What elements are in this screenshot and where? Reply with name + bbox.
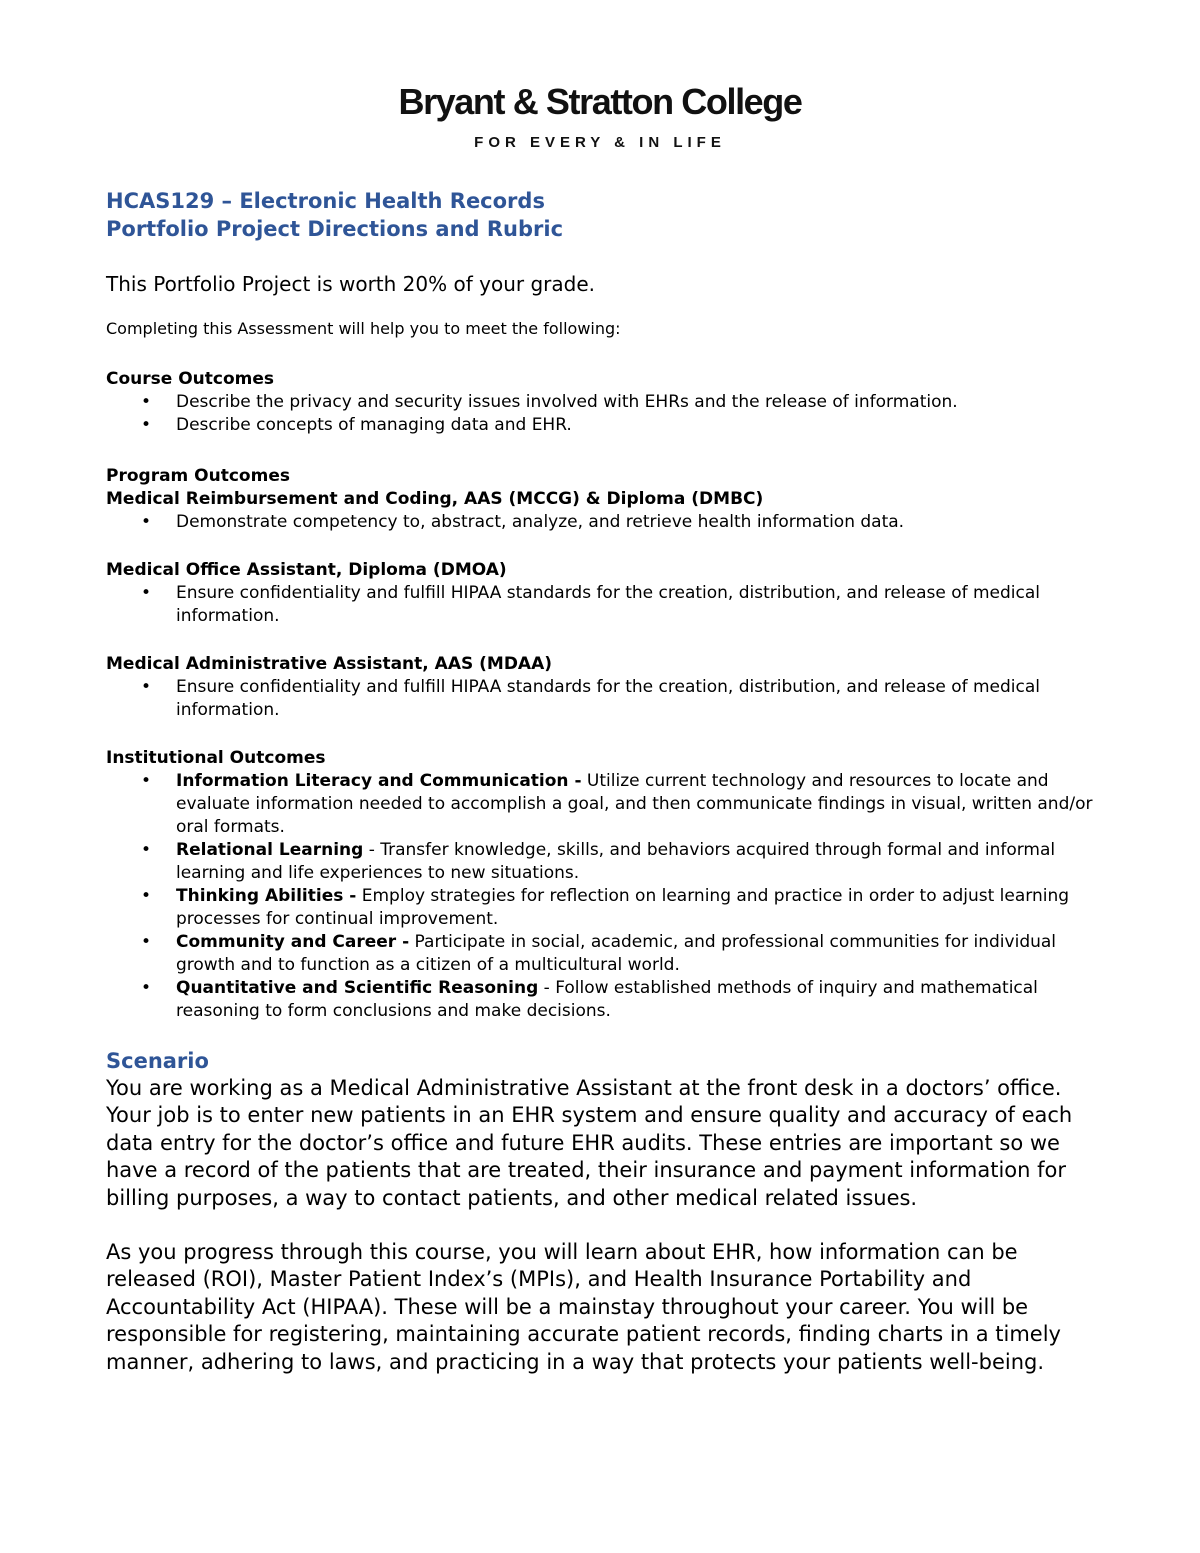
list-item: [106, 977, 1106, 1023]
logo-wordmark: Bryant & Stratton College: [398, 81, 802, 122]
outcome-term: Thinking Abilities -: [176, 886, 357, 906]
list-item: • Ensure confidentiality and fulfill HIPAA standards for the creation, distribution, and release of medical information.: [106, 676, 1106, 722]
outcome-description: - Follow established methods of inquiry and mathematical reasoning to form conclusions and make decisions.: [176, 978, 1038, 1021]
course-outcomes-heading: Course Outcomes: [106, 369, 275, 389]
list-item: • Demonstrate competency to, abstract, analyze, and retrieve health information data.: [106, 511, 1106, 534]
list-item: • Describe concepts of managing data and EHR.: [106, 414, 1106, 437]
course-outcomes-list: [106, 391, 1106, 437]
list-item: [106, 931, 1106, 977]
program-outcomes-heading: Program Outcomes: [106, 466, 290, 486]
list-item: • Describe the privacy and security issues involved with EHRs and the release of information.: [106, 391, 1106, 414]
scenario-heading: Scenario: [106, 1049, 209, 1073]
document-body: [106, 186, 1106, 1376]
document-subtitle: Portfolio Project Directions and Rubric: [106, 217, 564, 241]
program-outcomes-list-mccg: [106, 511, 1106, 534]
outcome-description: Employ strategies for reflection on learning and practice in order to adjust learning processes for continual improvement.: [176, 886, 1070, 929]
outcome-term: Information Literacy and Communication -: [176, 771, 582, 791]
outcome-term: Quantitative and Scientific Reasoning: [176, 978, 539, 998]
list-item: [106, 839, 1106, 885]
intro-sentence: Completing this Assessment will help you to meet the following:: [106, 319, 621, 338]
outcome-term: Relational Learning: [176, 840, 364, 860]
institutional-outcomes-heading: Institutional Outcomes: [106, 748, 326, 768]
grade-weight-statement: This Portfolio Project is worth 20% of your grade.: [106, 272, 595, 296]
program-title-mdaa: Medical Administrative Assistant, AAS (MDAA): [106, 654, 553, 674]
logo-tagline: FOR EVERY & IN LIFE: [474, 134, 726, 151]
list-item: [106, 770, 1106, 839]
list-item: [106, 885, 1106, 931]
list-item: • Ensure confidentiality and fulfill HIPAA standards for the creation, distribution, and release of medical information.: [106, 582, 1106, 628]
program-outcomes-list-dmoa: [106, 582, 1106, 628]
scenario-paragraph-2: As you progress through this course, you will learn about EHR, how information can be released (ROI), Master Patient Index’s (MPIs), and Health Insurance Portability and Accountability Act (HIPAA). These will be a mainstay throughout your career. You will be responsible for registering, maintaining accurate patient records, finding charts in a timely manner, adhering to laws, and practicing in a way that protects your patients well-being.: [106, 1240, 1061, 1374]
college-logo: [0, 82, 1200, 152]
outcome-term: Community and Career -: [176, 932, 410, 952]
program-outcomes-list-mdaa: [106, 676, 1106, 722]
course-title: HCAS129 – Electronic Health Records: [106, 189, 545, 213]
outcome-description: Utilize current technology and resources to locate and evaluate information needed to accomplish a goal, and then communicate findings in visual, written and/or oral formats.: [176, 771, 1093, 837]
outcome-description: Participate in social, academic, and professional communities for individual growth and to function as a citizen of a multicultural world.: [176, 932, 1057, 975]
institutional-outcomes-list: [106, 770, 1106, 1023]
outcome-description: - Transfer knowledge, skills, and behaviors acquired through formal and informal learning and life experiences to new situations.: [176, 840, 1056, 883]
scenario-paragraph-1: You are working as a Medical Administrative Assistant at the front desk in a doctors’ office. Your job is to enter new patients in an EHR system and ensure quality and accuracy of each data entry for the doctor’s office and future EHR audits. These entries are important so we have a record of the patients that are treated, their insurance and payment information for billing purposes, a way to contact patients, and other medical related issues.: [106, 1076, 1073, 1210]
program-title-mccg: Medical Reimbursement and Coding, AAS (MCCG) & Diploma (DMBC): [106, 489, 764, 509]
program-title-dmoa: Medical Office Assistant, Diploma (DMOA): [106, 560, 507, 580]
